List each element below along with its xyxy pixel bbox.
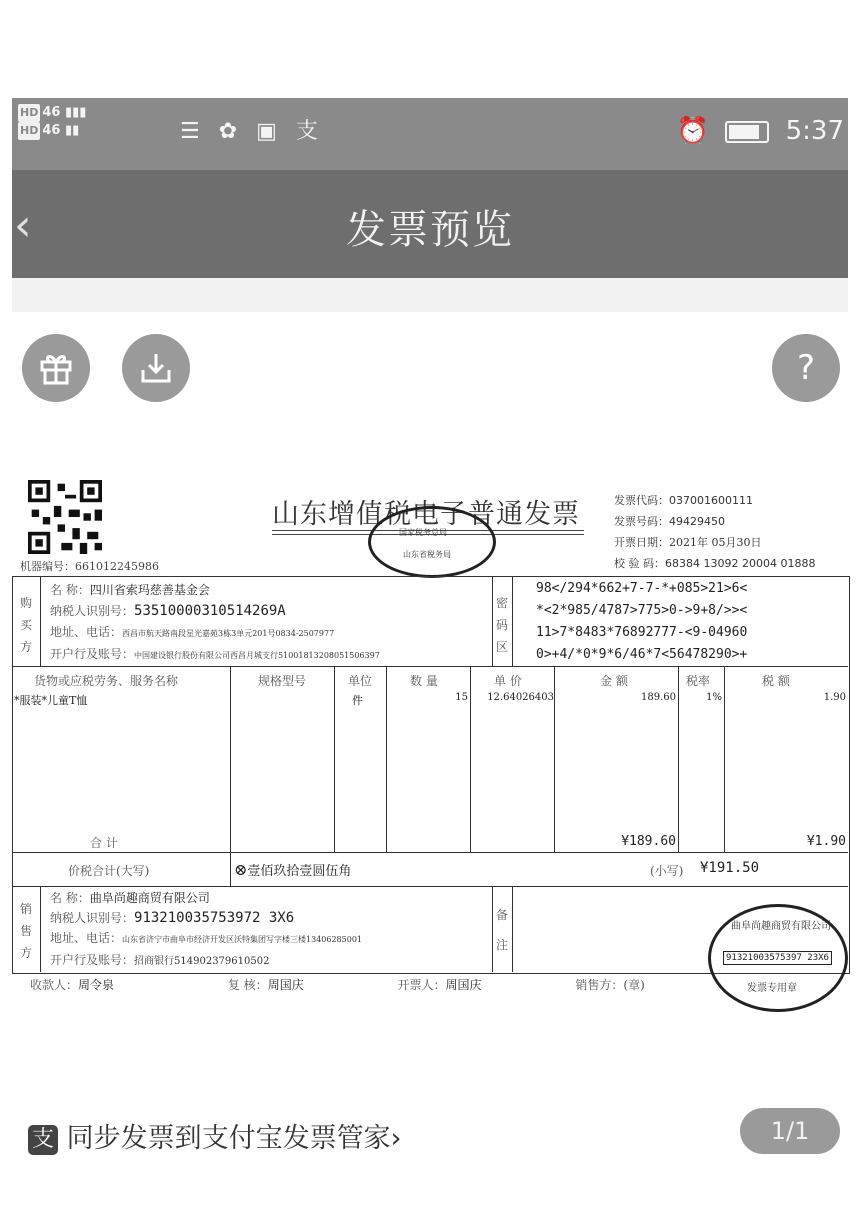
divider bbox=[724, 666, 725, 852]
col-header-rate: 税率 bbox=[686, 674, 711, 688]
code-label: 发票代码： bbox=[614, 494, 669, 507]
sync-text: 同步发票到支付宝发票管家 bbox=[66, 1123, 391, 1154]
item-amount: 189.60 bbox=[641, 692, 676, 703]
toolbar-strip bbox=[12, 278, 848, 312]
divider bbox=[12, 886, 848, 887]
seller-address: 山东省济宁市曲阜市经济开发区沃特集团写字楼三楼13406285001 bbox=[122, 935, 363, 944]
buyer-info bbox=[50, 580, 380, 666]
title-bar bbox=[12, 170, 848, 278]
check-label: 校 验 码： bbox=[614, 557, 665, 570]
col-header-amount: 金 额 bbox=[600, 674, 628, 688]
divider bbox=[40, 886, 41, 972]
seller-tax-id: 913210035753972 3X6 bbox=[134, 910, 295, 926]
item-tax: 1.90 bbox=[823, 692, 846, 703]
machine-number-value: 661012245986 bbox=[75, 560, 159, 573]
grand-total-words bbox=[234, 860, 351, 879]
check-code: 68384 13092 20004 01888 bbox=[665, 557, 816, 570]
divider bbox=[512, 576, 513, 666]
col-header-price: 单 价 bbox=[494, 674, 522, 688]
grand-total-words-text: 壹佰玖拾壹圆伍角 bbox=[247, 864, 352, 879]
cipher-line: 0>+4/*0*9*6/46*7<56478290>+ bbox=[536, 647, 748, 662]
item-unit: 件 bbox=[352, 694, 363, 707]
invoice-date: 2021年 05月30日 bbox=[669, 536, 762, 549]
buyer-addr-label: 地址、电话： bbox=[50, 625, 123, 639]
buyer-tax-label: 纳税人识别号： bbox=[50, 604, 135, 618]
drawer: 周国庆 bbox=[445, 978, 482, 992]
seller-stamp-label: 销售方：(章) bbox=[575, 978, 645, 992]
col-header-name: 货物或应税劳务、服务名称 bbox=[34, 674, 179, 688]
divider bbox=[678, 666, 679, 852]
page-title: 发票预览 bbox=[346, 207, 514, 253]
divider bbox=[470, 666, 471, 852]
seller-tax-label: 纳税人识别号： bbox=[50, 911, 135, 925]
invoice-number: 49429450 bbox=[669, 515, 725, 528]
tax-bureau-seal bbox=[368, 506, 496, 578]
cipher-line: *<2*985/4787>775>0->9+8/>>< bbox=[536, 603, 748, 618]
hd-badge-1: HD bbox=[18, 104, 40, 122]
item-price: 12.64026403 bbox=[487, 692, 554, 703]
reviewer: 周国庆 bbox=[267, 978, 304, 992]
divider bbox=[334, 666, 335, 852]
total-tax: ¥1.90 bbox=[806, 834, 846, 849]
divider bbox=[230, 852, 231, 886]
seller-name-label: 名 称： bbox=[50, 891, 90, 905]
buyer-name: 四川省索玛慈善基金会 bbox=[89, 583, 210, 597]
gift-button[interactable] bbox=[22, 334, 90, 402]
seller-info bbox=[50, 888, 362, 972]
col-header-spec: 规格型号 bbox=[258, 674, 307, 688]
notification-icons: ☰ ✿ ▣ 支 bbox=[180, 119, 324, 144]
cipher-line: 11>7*8483*76892777-<9-04960 bbox=[536, 625, 748, 640]
download-button[interactable] bbox=[122, 334, 190, 402]
cipher-label: 密码区 bbox=[496, 596, 509, 654]
total-amount: ¥189.60 bbox=[621, 834, 676, 849]
help-button[interactable]: ? bbox=[772, 334, 840, 402]
divider bbox=[12, 666, 848, 667]
divider bbox=[40, 576, 41, 666]
grand-small-label: (小写) bbox=[650, 864, 684, 878]
col-header-unit: 单位 bbox=[348, 674, 373, 688]
seller-name: 曲阜尚趣商贸有限公司 bbox=[89, 891, 210, 905]
col-header-tax: 税 额 bbox=[762, 674, 790, 688]
signal-label-1: 46 bbox=[42, 105, 61, 120]
clock: 5:37 bbox=[785, 116, 844, 146]
buyer-bank: 中国建设银行股份有限公司西昌月城支行51001813208051506397 bbox=[134, 651, 380, 660]
seal-id: 91321003575397 23X6 bbox=[723, 951, 832, 965]
drawer-label: 开票人： bbox=[397, 978, 446, 992]
divider bbox=[492, 886, 493, 972]
status-bar bbox=[12, 98, 848, 170]
seal-bottom-text: 发票专用章 bbox=[747, 983, 797, 994]
item-name: *服装*儿童T恤 bbox=[14, 694, 88, 707]
invoice-code: 037001600111 bbox=[669, 494, 753, 507]
divider bbox=[230, 666, 231, 852]
divider bbox=[12, 852, 848, 853]
total-label: 合 计 bbox=[90, 836, 118, 850]
seller-addr-label: 地址、电话： bbox=[50, 931, 123, 945]
alipay-icon: 支 bbox=[28, 1125, 58, 1155]
invoice-meta bbox=[614, 490, 815, 574]
page-indicator: 1/1 bbox=[740, 1108, 840, 1154]
signers bbox=[30, 976, 730, 993]
divider bbox=[386, 666, 387, 852]
hd-badge-2: HD bbox=[18, 122, 40, 140]
col-header-qty: 数 量 bbox=[410, 674, 438, 688]
seal-text: 曲阜尚趣商贸有限公司 bbox=[731, 921, 831, 932]
machine-number bbox=[20, 558, 159, 574]
tax-seal-text: 国家税务总局 bbox=[399, 528, 447, 537]
seller-bank-label: 开户行及账号： bbox=[50, 953, 135, 967]
qr-code-icon bbox=[28, 480, 102, 554]
divider bbox=[554, 666, 555, 852]
chevron-right-icon: › bbox=[390, 1123, 402, 1154]
divider bbox=[492, 576, 493, 666]
review-label: 复 核： bbox=[227, 978, 268, 992]
grand-total-label: 价税合计(大写) bbox=[68, 864, 150, 878]
gift-icon bbox=[38, 350, 74, 386]
seller-bank: 招商银行514902379610502 bbox=[134, 956, 270, 967]
payee: 周令泉 bbox=[78, 978, 115, 992]
buyer-name-label: 名 称： bbox=[50, 583, 90, 597]
status-right bbox=[677, 116, 844, 146]
seller-side-label: 销售方 bbox=[20, 902, 33, 960]
sim-indicators: HD 46 ▮▮▮ HD 46 ▮▮ bbox=[20, 105, 87, 138]
number-label: 发票号码： bbox=[614, 515, 669, 528]
alarm-icon: ⏰ bbox=[676, 116, 710, 146]
item-rate: 1% bbox=[706, 692, 722, 703]
seller-seal bbox=[708, 904, 848, 1012]
back-button[interactable]: ‹ bbox=[14, 200, 32, 251]
divider bbox=[512, 886, 513, 972]
remark-label: 备注 bbox=[496, 908, 509, 952]
machine-number-label: 机器编号： bbox=[20, 560, 75, 573]
sync-alipay-link[interactable] bbox=[28, 1116, 401, 1155]
cross-circle-icon: ⊗ bbox=[234, 860, 248, 879]
buyer-address: 西昌市航天路南段星光嘉苑3栋3单元201号0834-2507977 bbox=[122, 629, 335, 638]
invoice-title: 山东增值税电子普通发票 bbox=[272, 499, 580, 530]
buyer-side-label: 购买方 bbox=[20, 596, 33, 654]
grand-total-small: ¥191.50 bbox=[700, 860, 760, 876]
item-qty: 15 bbox=[455, 692, 468, 703]
payee-label: 收款人： bbox=[30, 978, 79, 992]
download-icon bbox=[138, 350, 174, 386]
buyer-bank-label: 开户行及账号： bbox=[50, 647, 135, 661]
cipher-line: 98</294*662+7-7-*+085>21>6< bbox=[536, 581, 748, 596]
buyer-tax-id: 53510000310514269A bbox=[134, 603, 286, 619]
date-label: 开票日期： bbox=[614, 536, 669, 549]
cipher-area bbox=[536, 578, 747, 666]
signal-label-2: 46 bbox=[42, 123, 61, 138]
battery-icon bbox=[725, 121, 769, 143]
tax-seal-sub: 山东省税务局 bbox=[403, 550, 451, 559]
